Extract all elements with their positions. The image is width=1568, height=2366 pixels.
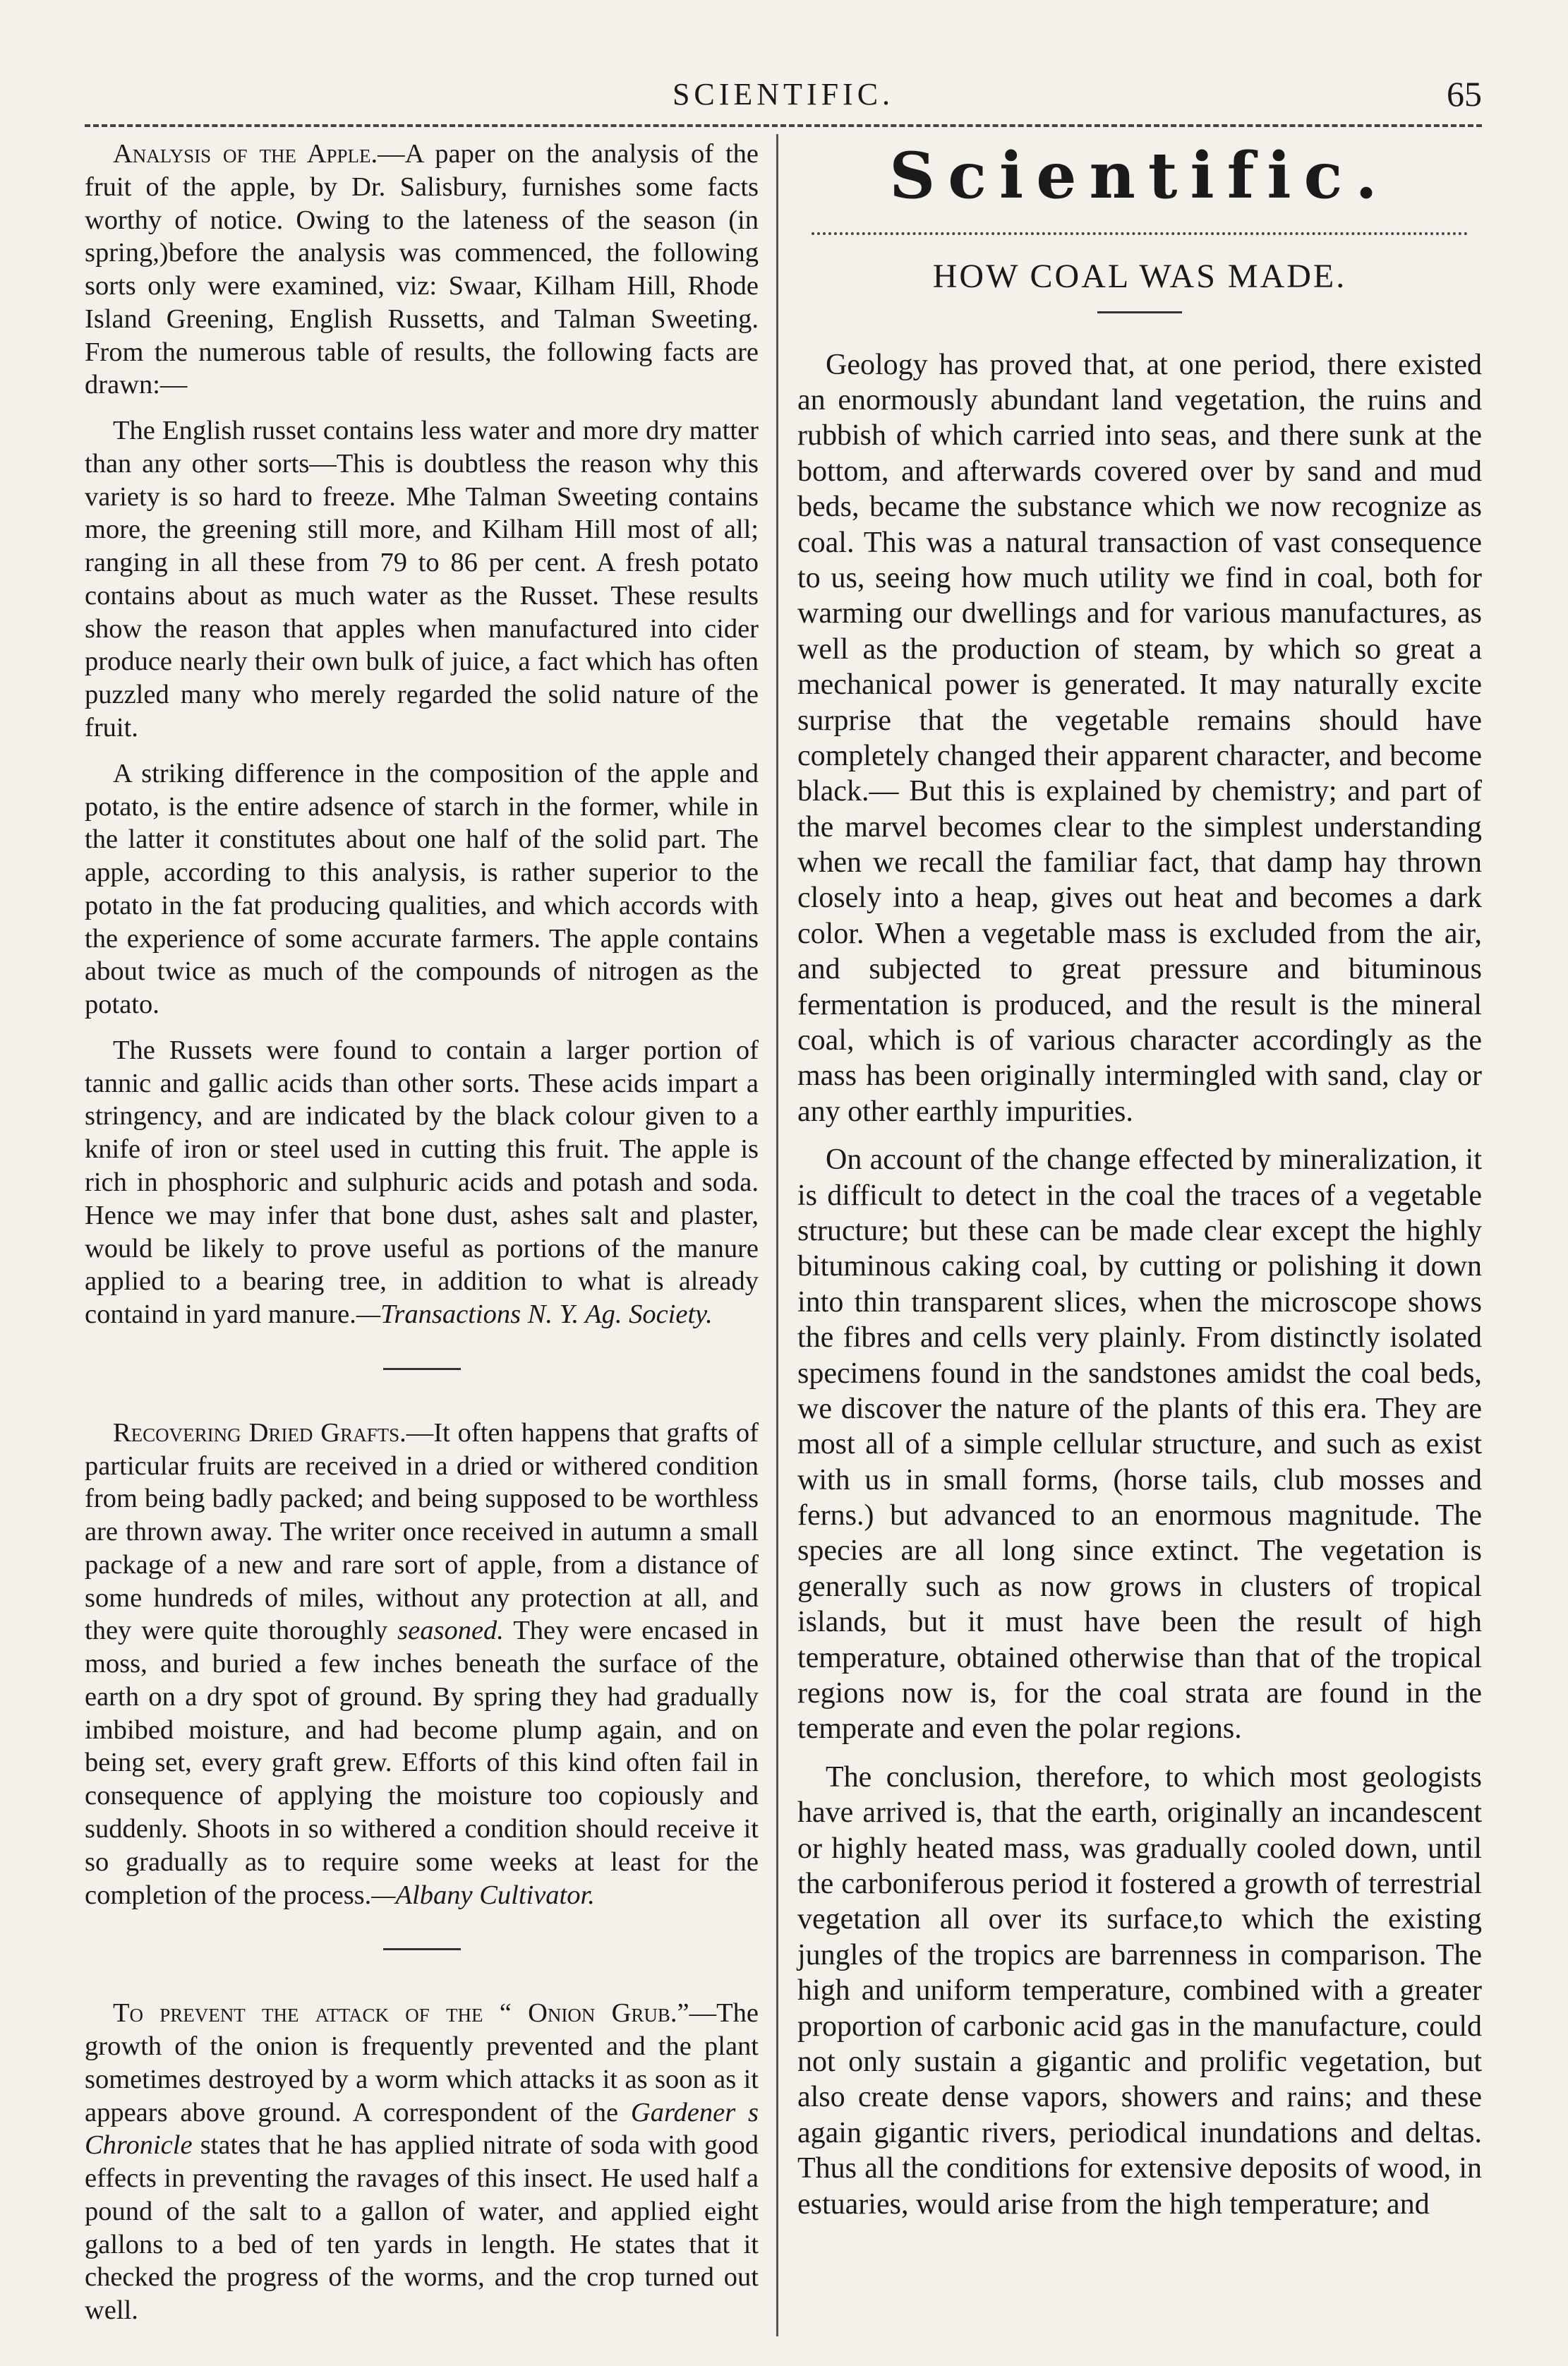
grafts-emphasis: seasoned. <box>397 1616 504 1646</box>
title-rule <box>1097 311 1182 313</box>
section-title: Scientific. <box>889 138 1390 213</box>
apple-paragraph-2: The English russet contains less water and more dry matter than any other sorts—This is doubtless the reason why this variety is so hard to freeze. Mhe Talman Sweeting contains more, the greening still more, and Kilham Hill most of all; ranging in all these from 79 to 86 per cent. A fresh potato contains about as much water as the Russet. These results show the reason that apples when manufactured into cider produce nearly their own bulk of juice, a fact which has often puzzled many who merely regarded the solid nature of the fruit. <box>85 416 759 743</box>
onion-lead: To prevent the attack of the “ Onion Grub.” <box>113 1998 689 2029</box>
apple-body-1: —A paper on the analysis of the fruit of the apple, by Dr. Salisbury, furnishes some facts worthy of notice. Owing to the lateness of the season (in spring,)before the analysis was commenced, the following sorts only were examined, viz: Swaar, Kilham Hill, Rhode Island Greening, English Russetts, and Talman Sweeting. From the numerous table of results, the following facts are drawn:— <box>85 139 759 400</box>
page-header <box>85 71 1482 127</box>
apple-paragraph-1 <box>85 138 759 402</box>
ornamental-rule <box>812 222 1468 235</box>
onion-emphasis: Gardener s Chronicle <box>85 2097 759 2161</box>
header-rule <box>85 124 1482 127</box>
grafts-paragraph <box>85 1417 759 1911</box>
column-divider <box>776 134 778 2336</box>
apple-lead: Analysis of the Apple. <box>113 139 378 169</box>
apple-paragraph-4 <box>85 1034 759 1331</box>
article-separator-2 <box>383 1948 461 1950</box>
onion-paragraph <box>85 1997 759 2327</box>
coal-paragraph-1: Geology has proved that, at one period, there existed an enormously abundant land vegetation, the ruins and rubbish of which carried into seas, and there sunk at the bottom, and afterwards covered over by sand and mud beds, became the substance which we now recognize as coal. This was a natural transaction of vast consequence to us, seeing how much utility we find in coal, both for warming our dwellings and for various manufactures, as well as the production of steam, by which so great a mechanical power is generated. It may naturally excite surprise that the vegetable remains should have completely changed their apparent character, and become black.— But this is explained by chemistry; and part of the marvel becomes clear to the simplest understanding when we recall the familiar fact, that damp hay thrown closely into a heap, gives out heat and becomes a dark color. When a vegetable mass is excluded from the air, and subjected to great pressure and bituminous fermentation is produced, and the result is the mineral coal, which is of various character accordingly as the mass has been originally intermingled with sand, clay or any other earthly impurities. <box>797 348 1482 1128</box>
right-column <box>797 138 1482 2235</box>
apple-body-4: The Russets were found to contain a larger portion of tannic and gallic acids than other sorts. These acids impart a stringency, and are indicated by the black colour given to a knife of iron or steel used in cutting this fruit. The apple is rich in phosphoric and sulphuric acids and potash and soda. Hence we may infer that bone dust, ashes salt and plaster, would be likely to prove useful as portions of the manure applied to a bearing tree, in addition to what is already containd in yard manure. <box>85 1035 759 1330</box>
coal-paragraph-3: The conclusion, therefore, to which most geologists have arrived is, that the earth, originally an incandescent or highly heated mass, was gradually cooled down, until the carboniferous period it fostered a growth of terrestrial vegetation all over its surface,to which the existing jungles of the tropics are barrenness in comparison. The high and uniform temperature, combined with a greater proportion of carbonic acid gas in the manufacture, could not only sustain a gigantic and prolific vegetation, but also create dense vapors, showers and rains; and these again gigantic rivers, periodical inundations and deltas. Thus all the conditions for extensive deposits of wood, in estuaries, would arise from the high temperature; and <box>797 1760 1482 2221</box>
grafts-body-2: They were encased in moss, and buried a few inches beneath the surface of the earth on a dry spot of ground. By spring they had gradually imbibed moisture, and had become plump again, and on being set, every graft grew. Efforts of this kind often fail in consequence of applying the moisture too copiously and suddenly. Shoots in so withered a condition should receive it so gradually as to require some weeks at least for the completion of the process. <box>85 1616 759 1910</box>
coal-paragraph-2: On account of the change effected by mineralization, it is difficult to detect in the coal the traces of a vegetable structure; but these can be made clear except the highly bituminous caking coal, by cutting or polishing it down into thin transparent slices, when the microscope shows the fibres and cells very plainly. From distinctly isolated specimens found in the sandstones amidst the coal beds, we discover the nature of the plants of this era. They are most all of a simple cellular structure, and such as exist with us in small forms, (horse tails, club mosses and ferns.) but advanced to an enormous magnitude. The species are all long since extinct. The vegetation is generally such as now grows in clusters of tropical islands, but it must have been the result of high temperature, obtained otherwise than that of the tropical regions now is, for the coal strata are found in the temperate and even the polar regions. <box>797 1143 1482 1746</box>
onion-body-2: states that he has applied nitrate of soda with good effects in preventing the ravages of this insect. He used half a pound of the salt to a gallon of water, and applied eight gallons to a bed of ten yards in length. He states that it checked the progress of the worms, and the crop turned out well. <box>85 2130 759 2326</box>
grafts-lead: Recovering Dried Grafts. <box>113 1417 406 1448</box>
left-column <box>85 138 759 2340</box>
apple-paragraph-3: A striking difference in the composition of the apple and potato, is the entire adsence of starch in the former, while in the latter it constitutes about one half of the solid part. The apple, according to this analysis, is rather superior to the potato in the fat producing qualities, and which accords with the experience of some accurate farmers. The apple contains about twice as much of the compounds of nitrogen as the potato. <box>85 758 759 1020</box>
article-title: HOW COAL WAS MADE. <box>932 258 1347 295</box>
grafts-body-1: —It often happens that grafts of particular fruits are received in a dried or withered condition from being badly packed; and being supposed to be worthless are thrown away. The writer once received in autumn a small package of a new and rare sort of apple, from a distance of some hundreds of miles, without any protection at all, and they were quite thoroughly <box>85 1417 759 1646</box>
apple-source: —Transactions N. Y. Ag. Society. <box>356 1299 713 1330</box>
onion-body-1: —The growth of the onion is frequently prevented and the plant sometimes destroyed by a worm which attacks it as soon as it appears above ground. A correspondent of the <box>85 1998 759 2127</box>
page-number: 65 <box>1447 74 1482 114</box>
article-separator-1 <box>383 1368 461 1370</box>
grafts-source: —Albany Cultivator. <box>371 1880 595 1910</box>
running-title: SCIENTIFIC. <box>672 77 895 112</box>
